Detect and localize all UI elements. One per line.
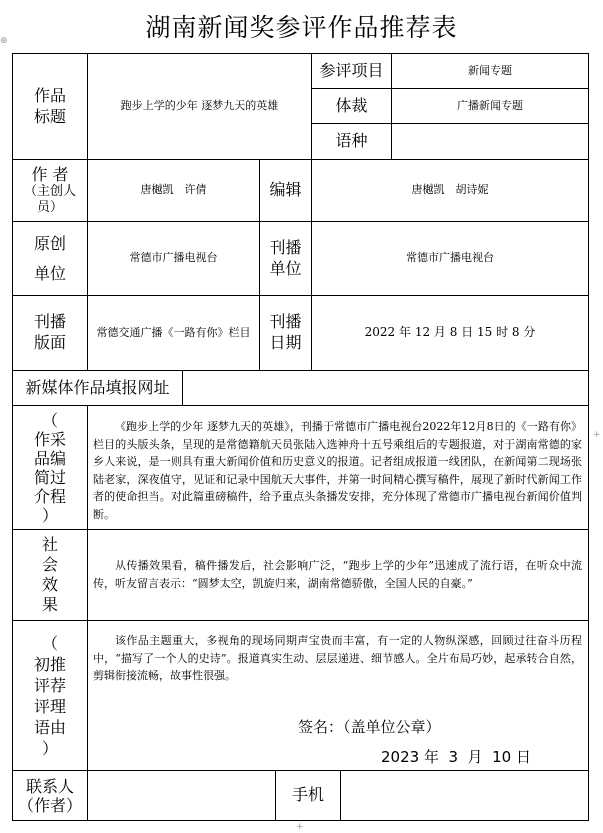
author-label-main: 作 者 bbox=[31, 164, 69, 184]
review-date: 2023 年 3 月 10 日 bbox=[381, 748, 531, 766]
table-move-handle-icon[interactable]: ⊕ bbox=[0, 36, 8, 46]
work-title-value[interactable]: 跑步上学的少年 逐梦九天的英雄 bbox=[120, 99, 279, 113]
contact-label: 联系人 （作者） bbox=[17, 776, 82, 815]
publish-unit-label: 刊播 单位 bbox=[269, 237, 302, 278]
add-column-icon[interactable]: + bbox=[593, 430, 601, 440]
new-media-url-label: 新媒体作品填报网址 bbox=[25, 377, 170, 397]
signature-line: 签名：（盖单位公章） bbox=[298, 718, 441, 736]
review-label: （ 初推 评荐 评理 语由 ） bbox=[33, 633, 66, 758]
publish-page-label: 刊播 版面 bbox=[33, 312, 66, 352]
contact-value[interactable] bbox=[88, 771, 275, 820]
work-title-label: 作品 标题 bbox=[33, 85, 66, 126]
add-row-icon[interactable]: + bbox=[296, 822, 304, 832]
intro-label: （ 作采 品编 简过 介程 ） bbox=[33, 410, 66, 525]
review-text[interactable]: 该作品主题重大，多视角的现场同期声宝贵而丰富，有一定的人物纵深感，回顾过往奋斗历程中，“描写了一个人的史诗”。报道真实生动、层层递进、细节感人。全片布局巧妙，起承转合自然，剪辑衔接流畅，故事性很强。 bbox=[93, 634, 582, 682]
publish-page-value[interactable]: 常德交通广播《一路有你》栏目 bbox=[96, 325, 251, 339]
phone-value[interactable] bbox=[341, 771, 588, 820]
origin-unit-label: 原创 单位 bbox=[33, 234, 66, 283]
author-value[interactable]: 唐樾凯 许倩 bbox=[140, 183, 207, 197]
author-label-sub: （主创人 员） bbox=[23, 183, 76, 215]
category-label: 参评项目 bbox=[319, 60, 384, 80]
social-effect-text[interactable]: 从传播效果看，稿件播发后，社会影响广泛，“跑步上学的少年”迅速成了流行语，在听众中流传，听友留言表示：“圆梦太空，凯旋归来，湖南常德骄傲，全国人民的自豪。” bbox=[93, 559, 582, 590]
publish-date-label: 刊播 日期 bbox=[269, 312, 302, 352]
language-value[interactable] bbox=[392, 124, 588, 159]
genre-label: 体裁 bbox=[335, 95, 368, 115]
social-effect-label: 社 会 效 果 bbox=[41, 535, 58, 614]
publish-date-value[interactable]: 2022 年 12 月 8 日 15 时 8 分 bbox=[364, 325, 536, 340]
editor-value[interactable]: 唐樾凯 胡诗妮 bbox=[411, 183, 489, 197]
intro-text[interactable]: 《跑步上学的少年 逐梦九天的英雄》，刊播于常德市广播电视台2022年12月8日的《一路有你》栏目的头版头条，呈现的是常德籍航天员张陆入选神舟十五号乘组后的专题报道，对于湖南常德的家乡人来说，是一则具有重大新闻价值和历史意义的报道。记者组成报道一线团队，在新闻第二现场张陆老家，深夜值守，见证和记录中国航天大事件，并第一时间精心撰写稿件，展现了新时代新闻工作者的使命担当。对此篇重磅稿件，给予重点头条播发安排，充分体现了常德市广播电视台新闻价值判断。 bbox=[93, 420, 582, 521]
category-value[interactable]: 新闻专题 bbox=[468, 63, 512, 77]
editor-label: 编辑 bbox=[269, 180, 302, 200]
publish-unit-value[interactable]: 常德市广播电视台 bbox=[406, 251, 494, 265]
language-label: 语种 bbox=[335, 131, 368, 151]
phone-label: 手机 bbox=[291, 785, 324, 805]
page-title: 湖南新闻奖参评作品推荐表 bbox=[145, 13, 458, 42]
origin-unit-value[interactable]: 常德市广播电视台 bbox=[129, 251, 218, 265]
genre-value[interactable]: 广播新闻专题 bbox=[457, 98, 523, 112]
new-media-url-value[interactable] bbox=[183, 371, 588, 405]
author-label bbox=[13, 160, 87, 221]
